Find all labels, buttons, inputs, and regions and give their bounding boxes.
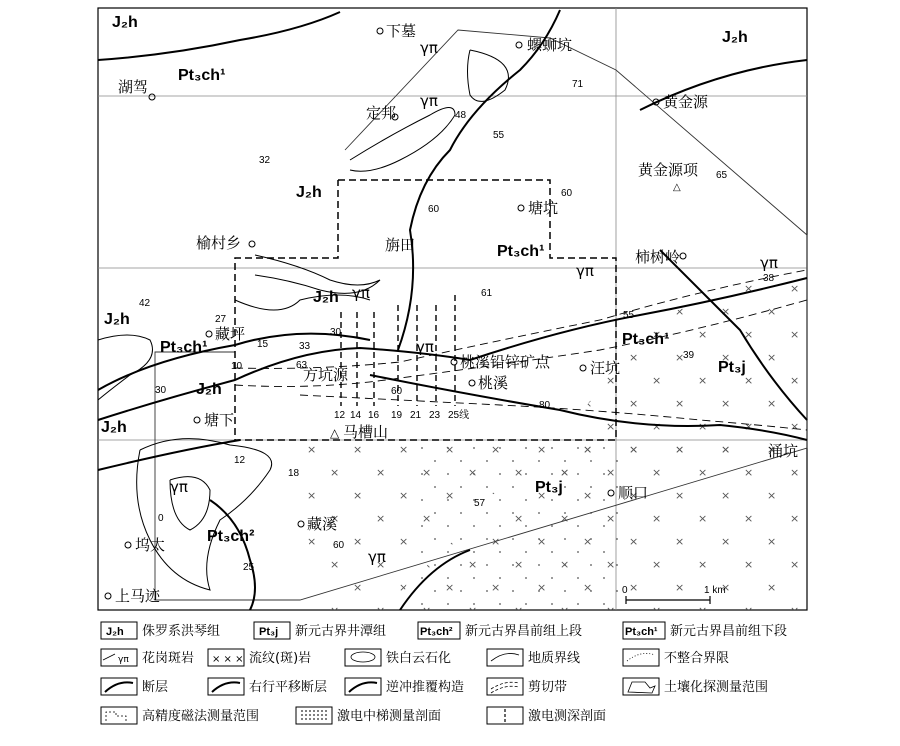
svg-text:Pt₃ch¹: Pt₃ch¹	[625, 626, 658, 638]
svg-text:高精度磁法测量范围: 高精度磁法测量范围	[142, 709, 260, 724]
unit-label-pt3j-1: Pt₃j	[718, 359, 746, 376]
svg-text:30: 30	[330, 327, 342, 338]
svg-text:地质界线: 地质界线	[528, 651, 581, 666]
svg-text:25: 25	[243, 562, 255, 573]
svg-text:激电测深剖面: 激电测深剖面	[528, 709, 607, 724]
unit-label-pt3ch1-2: Pt₃ch¹	[497, 243, 545, 260]
unit-label-pt3ch2: Pt₃ch²	[207, 528, 255, 545]
scale-zero: 0	[622, 585, 628, 596]
svg-text:57: 57	[474, 498, 486, 509]
svg-text:60: 60	[391, 386, 403, 397]
place-shunkou: 顺口	[618, 484, 649, 502]
svg-text:65: 65	[716, 170, 728, 181]
unit-label-j2h-7: J₂h	[101, 419, 127, 436]
profile-label-12: 12	[334, 410, 346, 421]
svg-text:铁白云石化: 铁白云石化	[386, 651, 452, 666]
magnetic-survey-boundary	[235, 180, 616, 440]
profile-label-21: 21	[410, 410, 422, 421]
place-yongkeng: 涌坑	[768, 442, 799, 460]
svg-text:61: 61	[481, 288, 493, 299]
place-luoshikeng: 螺蛳坑	[527, 36, 573, 54]
place-hujia: 湖驾	[118, 78, 149, 96]
granite-porphyry-label: γπ	[352, 284, 370, 302]
granite-porphyry-label: γπ	[368, 548, 386, 566]
place-zangxi: 藏溪	[307, 515, 338, 533]
unit-label-pt3ch1-3: Pt₃ch¹	[160, 339, 208, 356]
svg-text:γπ: γπ	[118, 655, 129, 665]
svg-text:10: 10	[231, 361, 243, 372]
svg-text:J₂h: J₂h	[106, 626, 124, 638]
place-wangkeng: 汪坑	[590, 359, 621, 377]
place-shishuling: 柿树岭	[635, 248, 681, 266]
place-xiamu: 下墓	[386, 22, 417, 40]
place-zangkeng: 藏坪	[215, 325, 246, 343]
unit-label-pt3j-2: Pt₃j	[535, 479, 563, 496]
svg-text:侏罗系洪琴组: 侏罗系洪琴组	[142, 624, 221, 639]
place-macaoshan: 马槽山	[343, 423, 389, 441]
place-tangkeng: 塘坑	[528, 199, 559, 217]
svg-text:断层: 断层	[142, 680, 169, 695]
svg-text:新元古界昌前组下段: 新元古界昌前组下段	[670, 624, 788, 639]
granite-porphyry-label: γπ	[420, 92, 438, 110]
unit-label-j2h-6: J₂h	[196, 381, 222, 398]
svg-text:18: 18	[288, 468, 300, 479]
profile-label-16: 16	[368, 410, 380, 421]
svg-text:42: 42	[139, 298, 151, 309]
unit-label-j2h-3: J₂h	[296, 184, 322, 201]
svg-text:流纹(斑)岩: 流纹(斑)岩	[249, 651, 312, 666]
svg-text:Pt₃ch²: Pt₃ch²	[420, 626, 453, 638]
unit-label-j2h-5: J₂h	[104, 311, 130, 328]
granite-porphyry-label: γπ	[576, 262, 594, 280]
svg-text:33: 33	[299, 341, 311, 352]
place-wutai: 坞太	[135, 536, 166, 554]
profile-label-19: 19	[391, 410, 403, 421]
svg-text:32: 32	[259, 155, 271, 166]
svg-text:右行平移断层: 右行平移断层	[249, 680, 328, 695]
svg-text:不整合界限: 不整合界限	[664, 651, 730, 666]
profile-label-23: 23	[429, 410, 441, 421]
place-fangkengyuan: 方坑源	[303, 366, 349, 384]
svg-text:60: 60	[561, 188, 573, 199]
svg-text:激电中梯测量剖面: 激电中梯测量剖面	[337, 709, 442, 724]
svg-text:15: 15	[257, 339, 269, 350]
svg-text:55: 55	[623, 310, 635, 321]
svg-text:39: 39	[683, 350, 695, 361]
place-huangjinyuanxiang: 黄金源项	[638, 161, 699, 179]
unit-label-j2h-4: J₂h	[313, 289, 339, 306]
svg-text:花岗斑岩: 花岗斑岩	[142, 651, 195, 666]
svg-text:55: 55	[493, 130, 505, 141]
svg-text:12: 12	[234, 455, 246, 466]
svg-text:48: 48	[455, 110, 467, 121]
profile-label-25: 25线	[448, 410, 470, 421]
unit-label-pt3ch1-4: Pt₃ch¹	[622, 331, 670, 348]
profile-label-14: 14	[350, 410, 362, 421]
svg-text:63: 63	[296, 360, 308, 371]
pt3j-dots	[410, 445, 620, 605]
granite-porphyry-label: γπ	[420, 39, 438, 57]
legend	[101, 622, 787, 724]
granite-porphyry-label: γπ	[170, 478, 188, 496]
place-qitian: 旃田	[385, 236, 416, 254]
granite-porphyry-label: γπ	[416, 338, 434, 356]
place-shangmaji: 上马迹	[115, 587, 161, 605]
unit-label-j2h-1: J₂h	[112, 14, 138, 31]
svg-text:剪切带: 剪切带	[528, 680, 568, 695]
ip-profile-lines	[341, 295, 455, 406]
svg-text:27: 27	[215, 314, 227, 325]
svg-text:60: 60	[428, 204, 440, 215]
place-taoxi: 桃溪	[478, 374, 509, 392]
svg-text:新元古界昌前组上段: 新元古界昌前组上段	[465, 624, 583, 639]
place-yucunxiang: 榆村乡	[196, 234, 242, 252]
svg-text:30: 30	[155, 385, 167, 396]
svg-text:Pt₃j: Pt₃j	[259, 626, 279, 638]
svg-text:38: 38	[763, 273, 775, 284]
svg-text:新元古界井潭组: 新元古界井潭组	[295, 624, 387, 639]
place-taoxi-deposit: 桃溪铅锌矿点	[460, 353, 551, 371]
unit-label-pt3ch1-1: Pt₃ch¹	[178, 67, 226, 84]
svg-text:71: 71	[572, 79, 584, 90]
place-dingbang: 定邦	[366, 104, 397, 122]
svg-text:0: 0	[158, 513, 164, 524]
place-huangjinyuan: 黄金源	[663, 93, 709, 111]
svg-text:逆冲推覆构造: 逆冲推覆构造	[386, 680, 465, 695]
scale-one-km: 1 km	[704, 585, 726, 596]
peak-icon: △	[330, 426, 340, 440]
peak-icon: △	[673, 182, 681, 193]
svg-text:土壤化探测量范围: 土壤化探测量范围	[664, 680, 769, 695]
svg-text:× × ×: × × ×	[212, 654, 244, 665]
svg-text:80: 80	[539, 400, 551, 411]
place-tangxia: 塘下	[204, 411, 235, 429]
svg-text:60: 60	[333, 540, 345, 551]
unit-label-j2h-2: J₂h	[722, 29, 748, 46]
granite-porphyry-label: γπ	[760, 254, 778, 272]
